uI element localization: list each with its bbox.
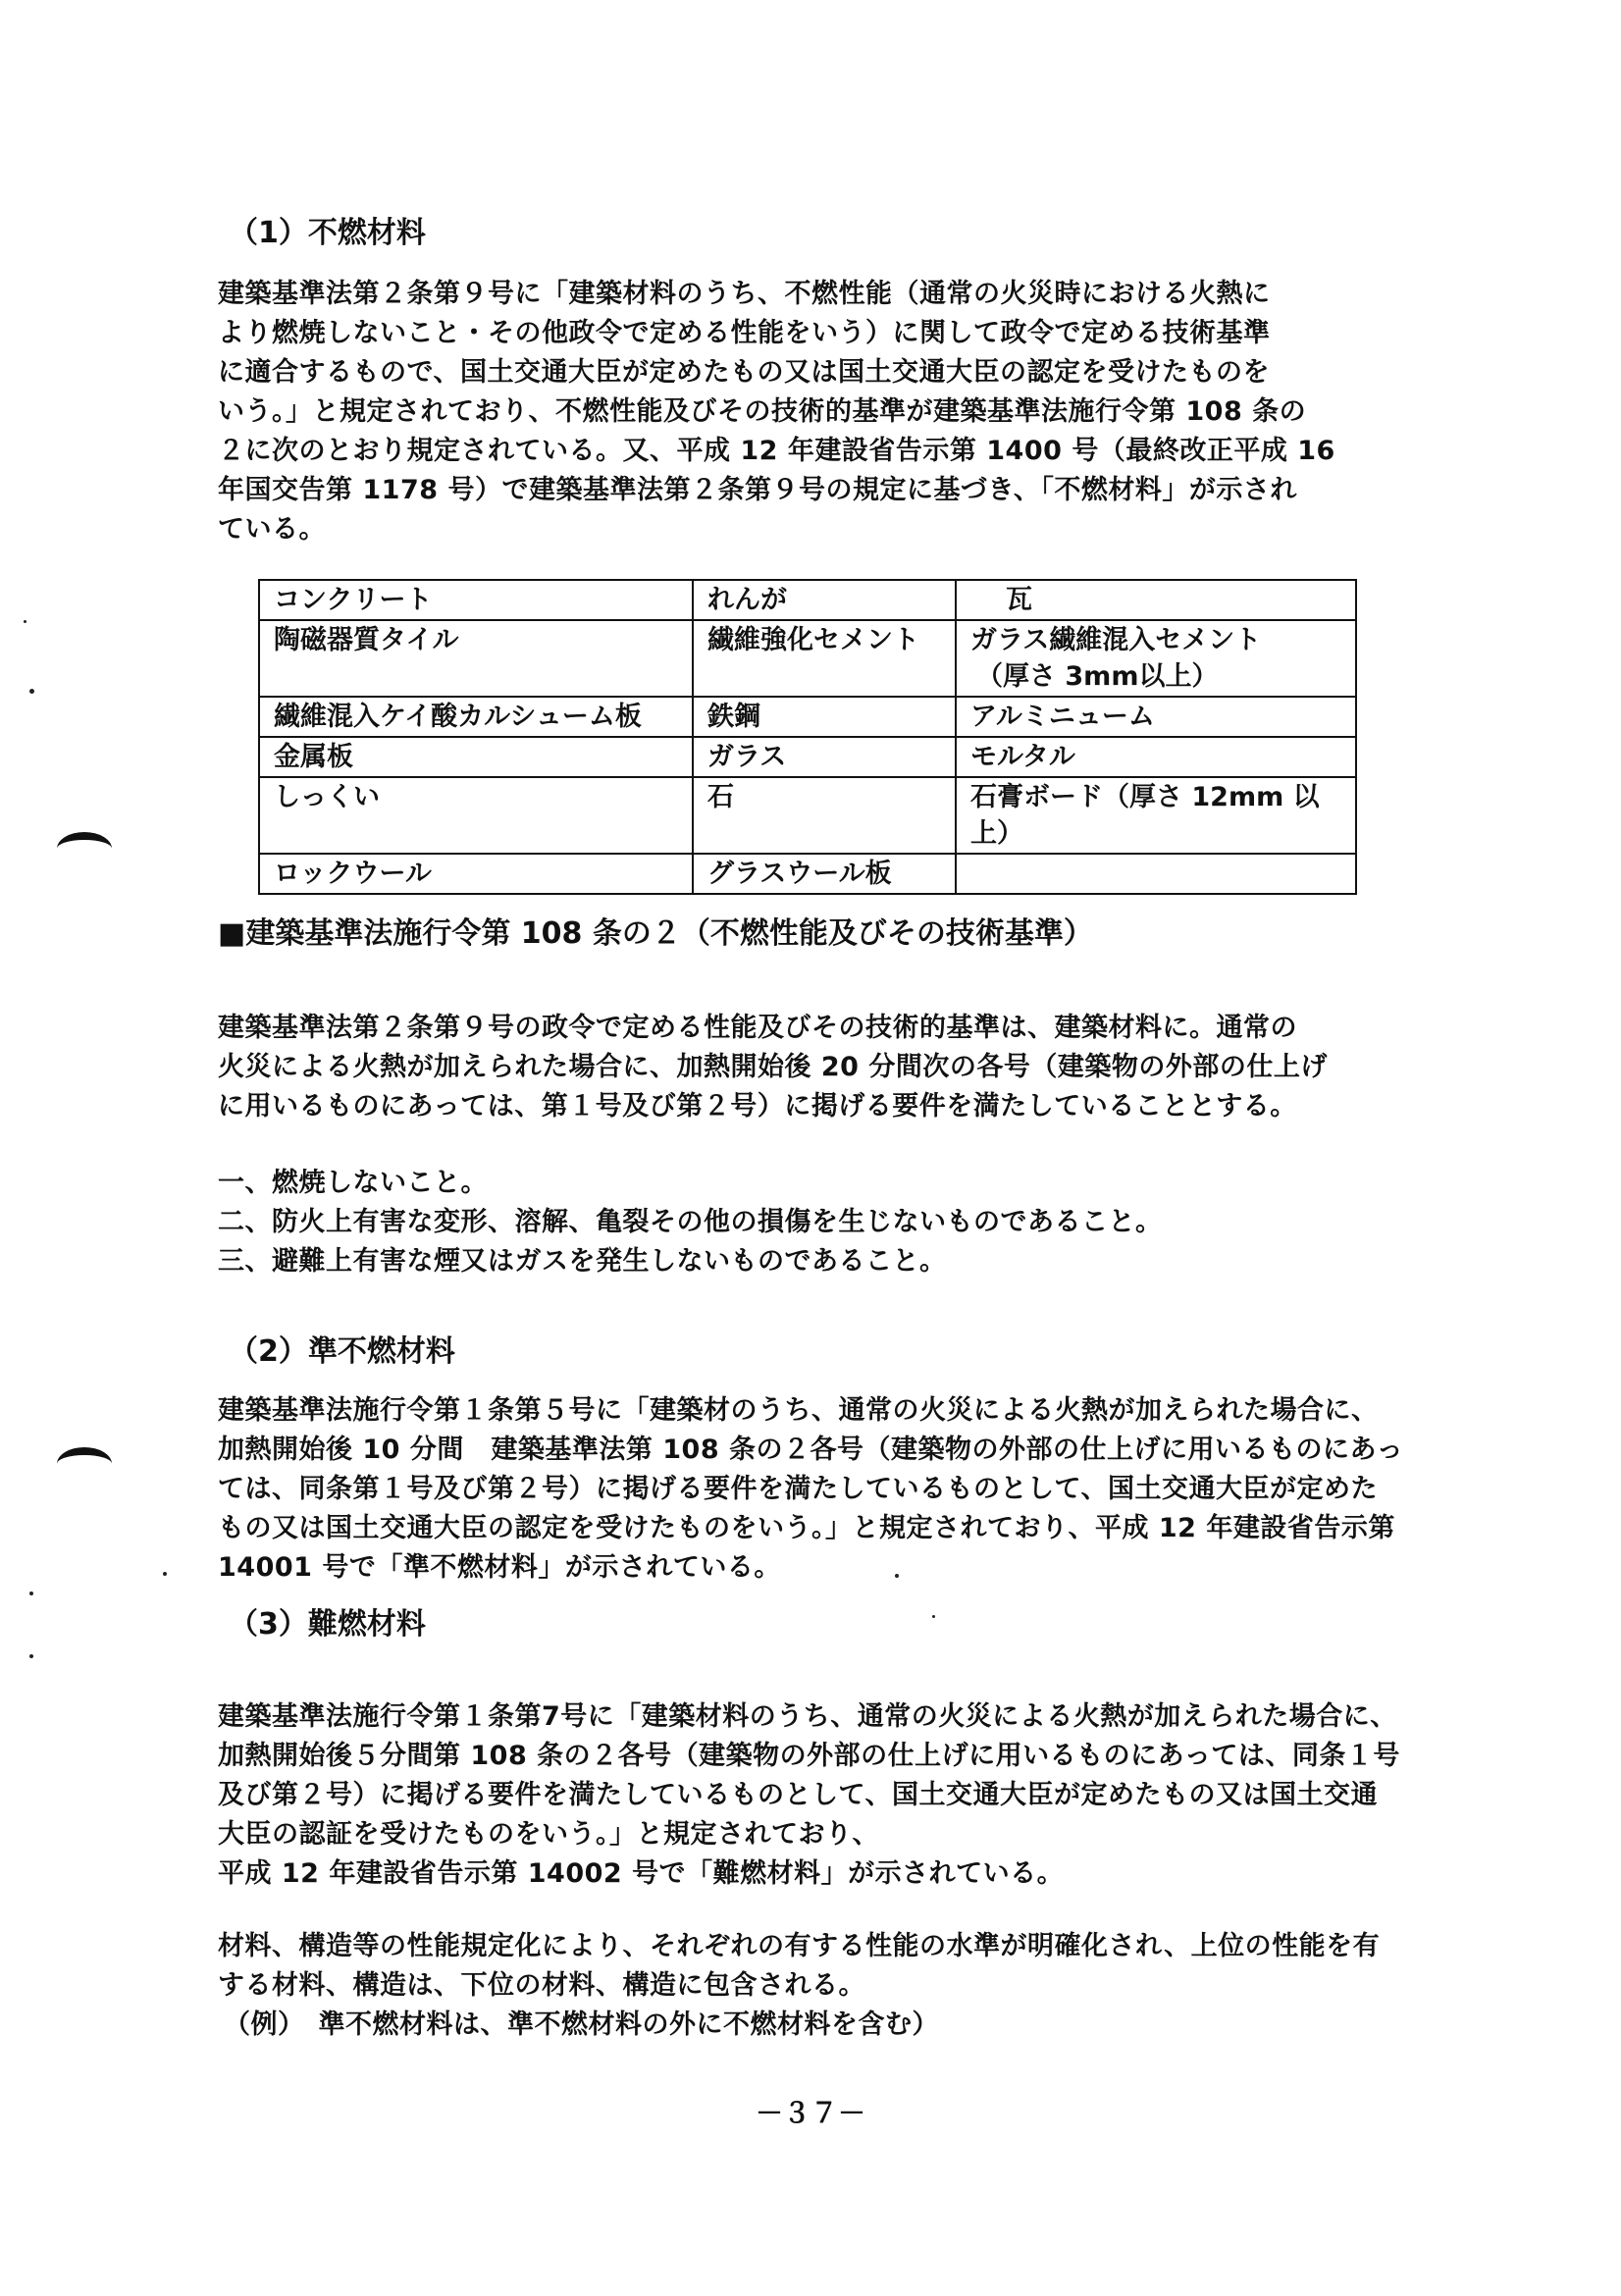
article-line: に用いるものにあっては、第１号及び第２号）に掲げる要件を満たしていることとする。 bbox=[218, 1091, 1297, 1122]
table-row bbox=[259, 697, 1356, 737]
scan-speck bbox=[24, 620, 26, 623]
section2-line: 加熱開始後 10 分間 建築基準法第 108 条の２各号（建築物の外部の仕上げに用いるものにあっ bbox=[218, 1435, 1404, 1465]
table-cell: 陶磁器質タイル bbox=[259, 620, 693, 697]
table-cell: 金属板 bbox=[259, 737, 693, 777]
scan-speck bbox=[895, 1574, 899, 1578]
section3-line: 平成 12 年建設省告示第 14002 号で「難燃材料」が示されている。 bbox=[218, 1858, 1065, 1889]
table-row bbox=[259, 854, 1356, 894]
table-cell: しっくい bbox=[259, 777, 693, 854]
punch-hole-mark bbox=[57, 1447, 112, 1481]
section1-line: 年国交告第 1178 号）で建築基準法第２条第９号の規定に基づき、「不燃材料」が示され bbox=[218, 475, 1297, 505]
section1-line: より燃焼しないこと・その他政令で定める性能をいう）に関して政令で定める技術基準 bbox=[218, 318, 1271, 348]
table-cell-text: ガラス繊維混入セメント bbox=[970, 625, 1262, 655]
table-cell bbox=[956, 580, 1356, 620]
noncombustible-materials-table bbox=[258, 579, 1357, 895]
table-cell: 石 bbox=[693, 777, 956, 854]
table-cell: 鉄鋼 bbox=[693, 697, 956, 737]
section2-line: ては、同条第１号及び第２号）に掲げる要件を満たしているものとして、国土交通大臣が定めた bbox=[218, 1474, 1378, 1504]
section1-body bbox=[218, 275, 1335, 549]
section2-line: 建築基準法施行令第１条第５号に「建築材のうち、通常の火災による火熱が加えられた場合に、 bbox=[218, 1395, 1379, 1426]
table-row bbox=[259, 580, 1356, 620]
table-cell: 石膏ボード（厚さ 12mm 以上） bbox=[956, 777, 1356, 854]
page-number: －３７－ bbox=[755, 2097, 865, 2129]
article-item: 二、防火上有害な変形、溶解、亀裂その他の損傷を生じないものであること。 bbox=[218, 1207, 1163, 1237]
table-cell: グラスウール板 bbox=[693, 854, 956, 894]
section1-line: 建築基準法第２条第９号に「建築材料のうち、不燃性能（通常の火災時における火熱に bbox=[218, 279, 1271, 309]
table-cell bbox=[956, 620, 1356, 697]
table-cell: ロックウール bbox=[259, 854, 693, 894]
section1-line: に適合するもので、国土交通大臣が定めたもの又は国土交通大臣の認定を受けたものを bbox=[218, 357, 1270, 388]
table-cell: 繊維強化セメント bbox=[693, 620, 956, 697]
section1-line: ２に次のとおり規定されている。又、平成 12 年建設省告示第 1400 号（最終改正平成 16 bbox=[218, 436, 1335, 466]
scan-speck bbox=[29, 689, 34, 694]
section1-heading: （1）不燃材料 bbox=[229, 216, 426, 250]
article-line: 火災による火熱が加えられた場合に、加熱開始後 20 分間次の各号（建築物の外部の仕上げ bbox=[218, 1052, 1328, 1082]
punch-hole-mark bbox=[57, 832, 112, 865]
article-items bbox=[218, 1164, 1163, 1281]
table-cell: れんが bbox=[693, 580, 956, 620]
table-row bbox=[259, 737, 1356, 777]
section3-heading: （3）難燃材料 bbox=[229, 1607, 426, 1642]
section3-line: 加熱開始後５分間第 108 条の２各号（建築物の外部の仕上げに用いるものにあっては、同条１号 bbox=[218, 1741, 1400, 1771]
section3-line: 建築基準法施行令第１条第7号に「建築材料のうち、通常の火災による火熱が加えられた場合に、 bbox=[218, 1701, 1397, 1732]
closing-example-line: （例） 準不燃材料は、準不燃材料の外に不燃材料を含む） bbox=[224, 2009, 939, 2040]
section3-line: 大臣の認証を受けたものをいう。」と規定されており、 bbox=[218, 1819, 879, 1850]
scan-speck bbox=[29, 1592, 33, 1595]
article-heading: ■建築基準法施行令第 108 条の２（不燃性能及びその技術基準） bbox=[218, 916, 1093, 951]
table-cell: ガラス bbox=[693, 737, 956, 777]
table-cell: モルタル bbox=[956, 737, 1356, 777]
table-cell-text: 瓦 bbox=[1006, 585, 1032, 615]
scan-speck bbox=[163, 1572, 167, 1576]
table-row bbox=[259, 620, 1356, 697]
section2-heading: （2）準不燃材料 bbox=[229, 1334, 455, 1369]
table-cell: アルミニューム bbox=[956, 697, 1356, 737]
article-line: 建築基準法第２条第９号の政令で定める性能及びその技術的基準は、建築材料に。通常の bbox=[218, 1013, 1297, 1043]
table-row bbox=[259, 777, 1356, 854]
article-item: 三、避難上有害な煙又はガスを発生しないものであること。 bbox=[218, 1246, 947, 1277]
article-item: 一、燃焼しないこと。 bbox=[218, 1168, 488, 1198]
article-body bbox=[218, 1009, 1328, 1126]
section1-line: ている。 bbox=[218, 514, 326, 545]
closing-line: する材料、構造は、下位の材料、構造に包含される。 bbox=[218, 1970, 865, 2001]
table-cell: コンクリート bbox=[259, 580, 693, 620]
scan-speck bbox=[932, 1615, 935, 1618]
section2-line: もの又は国土交通大臣の認定を受けたものをいう。」と規定されており、平成 12 年建設省告示第 bbox=[218, 1513, 1395, 1543]
table-cell bbox=[956, 854, 1356, 894]
section3-body bbox=[218, 1697, 1400, 1894]
table-cell: 繊維混入ケイ酸カルシューム板 bbox=[259, 697, 693, 737]
section2-body bbox=[218, 1391, 1403, 1588]
scan-speck bbox=[29, 1654, 33, 1658]
section2-line: 14001 号で「準不燃材料」が示されている。 bbox=[218, 1552, 781, 1583]
closing-body bbox=[218, 1927, 1380, 2045]
section3-line: 及び第２号）に掲げる要件を満たしているものとして、国土交通大臣が定めたもの又は国土交通 bbox=[218, 1780, 1378, 1810]
table-cell-subtext: （厚さ 3mm以上） bbox=[976, 661, 1219, 692]
section1-line: いう。」と規定されており、不燃性能及びその技術的基準が建築基準法施行令第 108 条の bbox=[218, 396, 1307, 427]
closing-line: 材料、構造等の性能規定化により、それぞれの有する性能の水準が明確化され、上位の性能を有 bbox=[218, 1931, 1381, 1961]
